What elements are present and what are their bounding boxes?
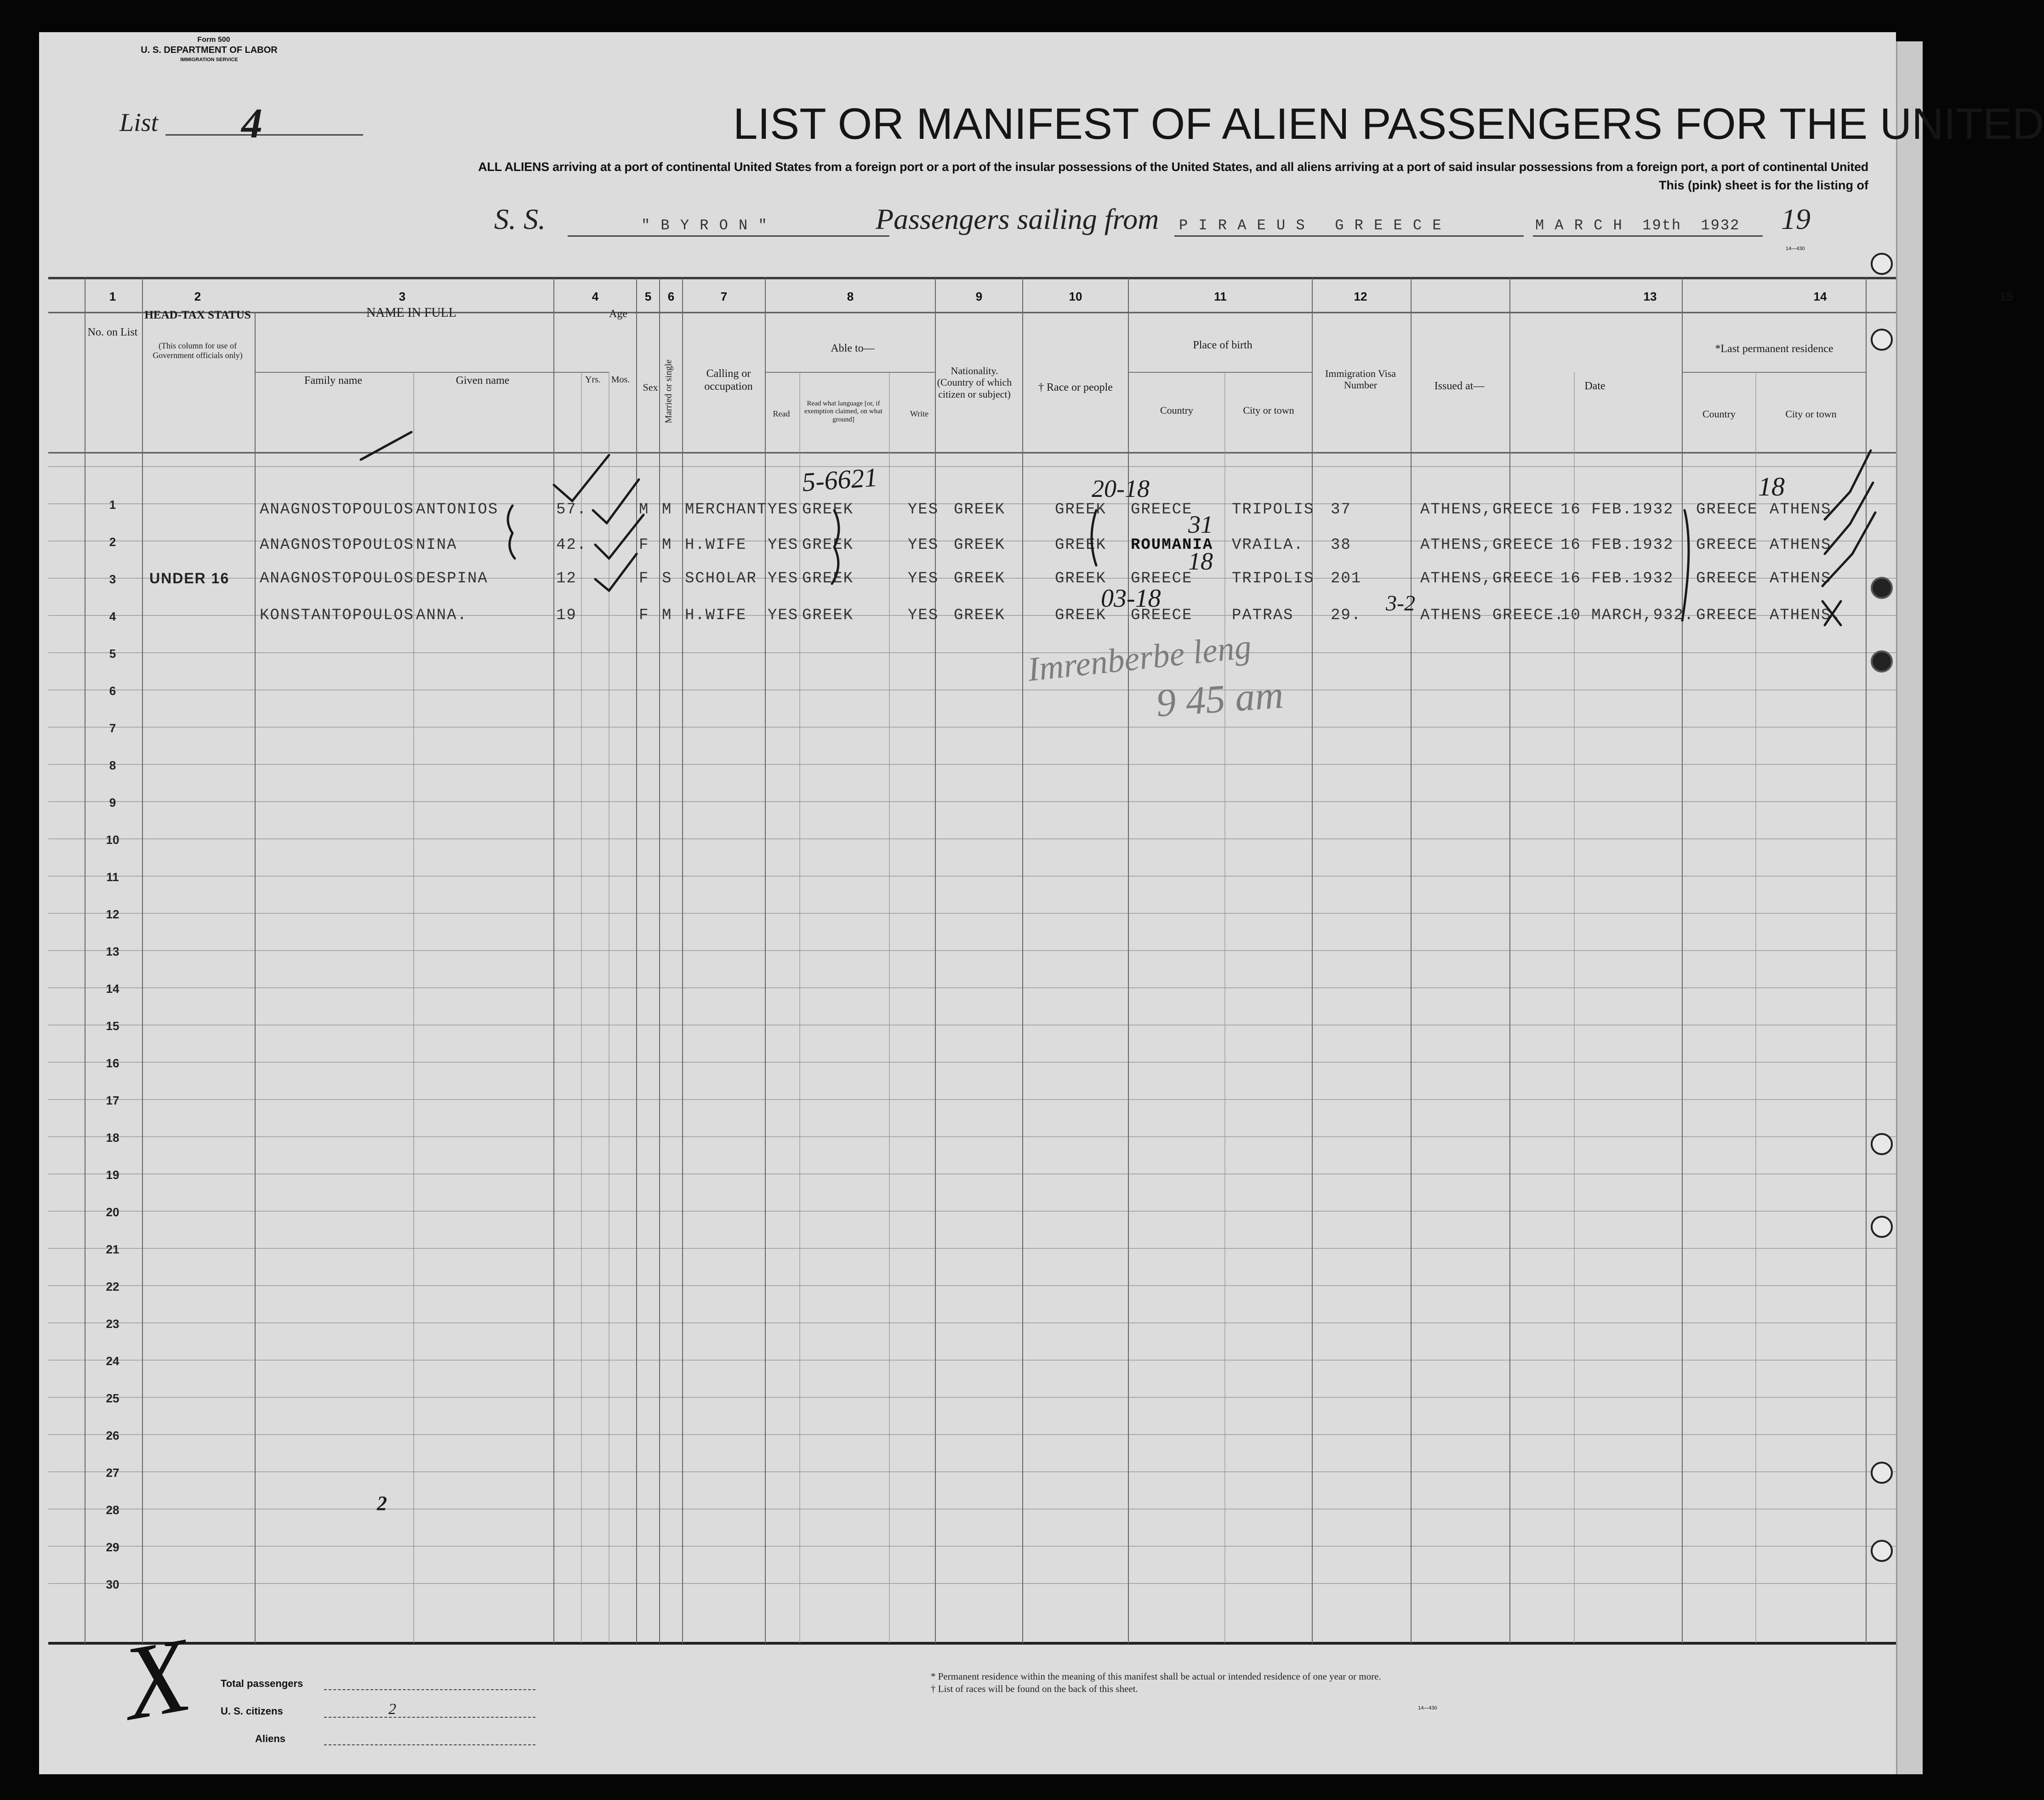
column-number: 13 (1643, 290, 1657, 303)
row-number: 10 (106, 833, 120, 847)
corner-mark: X (114, 1615, 199, 1743)
header-yrs: Yrs. (585, 375, 601, 385)
list-label: List (120, 108, 159, 137)
issued-at-cell: ATHENS,GREECE (1420, 501, 1554, 518)
given-name-cell: ANNA. (416, 607, 468, 624)
race-cell: GREEK (1055, 536, 1107, 554)
family-name-cell: ANAGNOSTOPOULOS (260, 501, 415, 518)
header-no-on-list: No. on List (87, 326, 138, 338)
header-place-of-birth: Place of birth (1193, 339, 1253, 351)
marital-status-cell: S (662, 570, 672, 587)
sex-cell: F (639, 570, 649, 587)
row-number: 17 (106, 1094, 120, 1107)
us-citizens-line (324, 1717, 535, 1718)
column-number: 4 (592, 290, 599, 303)
row-number: 3 (109, 572, 116, 586)
race-cell: GREEK (1055, 570, 1107, 587)
sailing-port: P I R A E U S G R E E C E (1179, 217, 1442, 234)
write-cell: YES (908, 501, 939, 518)
row-number: 24 (106, 1354, 120, 1368)
row-number: 23 (106, 1317, 120, 1331)
birth-note-1: 20-18 (1092, 475, 1150, 502)
occupation-cell: MERCHANT (685, 501, 768, 518)
header-birth-city: City or town (1243, 404, 1294, 416)
language-cell: GREEK (802, 570, 854, 587)
header-family-name: Family name (304, 375, 362, 387)
row-number: 2 (109, 535, 116, 549)
binder-hole (1871, 1540, 1893, 1562)
residence-country-cell: GREECE (1696, 607, 1758, 624)
row-number: 12 (106, 907, 120, 921)
pencil-note-2: 9 45 am (1154, 672, 1285, 725)
check-mark-1 (554, 455, 609, 501)
read-cell: YES (768, 536, 799, 554)
visa-note: 3-2 (1386, 591, 1415, 615)
binder-hole (1871, 577, 1893, 599)
manifest-subtitle-2: This (pink) sheet is for the listing of (1658, 178, 1868, 192)
family-name-cell: ANAGNOSTOPOULOS (260, 570, 415, 587)
write-cell: YES (908, 536, 939, 554)
print-code: 14—430 (1786, 246, 1805, 251)
given-name-cell: ANTONIOS (416, 501, 499, 518)
header-head-tax: HEAD-TAX STATUS (144, 309, 251, 321)
header-last-residence: *Last permanent residence (1715, 343, 1833, 355)
row-number: 7 (109, 721, 116, 735)
nationality-cell: GREEK (954, 501, 1006, 518)
check-marks (39, 32, 1896, 1774)
header-married: Married or single (663, 359, 674, 423)
binder-hole (1871, 650, 1893, 672)
family-name-cell: KONSTANTOPOULOS (260, 607, 415, 624)
birth-country-cell: GREECE (1131, 501, 1193, 518)
sex-cell: F (639, 607, 649, 624)
read-cell: YES (768, 501, 799, 518)
page-edge (1896, 41, 1923, 1774)
binder-hole (1871, 1462, 1893, 1484)
row-number: 1 (109, 498, 116, 512)
marital-status-cell: M (662, 501, 672, 518)
language-cell: GREEK (802, 607, 854, 624)
binder-hole (1871, 253, 1893, 275)
read-language-note: 5-6621 (801, 462, 879, 497)
issued-at-cell: ATHENS GREECE. (1420, 607, 1565, 624)
total-passengers-label: Total passengers (221, 1678, 303, 1689)
header-given-name: Given name (455, 375, 510, 387)
binder-hole (1871, 329, 1893, 351)
row-number: 26 (106, 1429, 120, 1442)
visa-date-cell: 16 FEB.1932 (1560, 536, 1674, 554)
column-number: 6 (667, 290, 675, 303)
row-number: 15 (106, 1019, 120, 1033)
header-sex: Sex (643, 382, 658, 393)
head-tax-cell: UNDER 16 (149, 570, 230, 587)
footer-print-code: 14—430 (1418, 1705, 1437, 1711)
bracket-mark-1 (508, 506, 515, 558)
header-read: Read (773, 409, 790, 418)
header-write: Write (910, 409, 929, 418)
row-number: 5 (109, 647, 116, 661)
column-number: 7 (720, 290, 728, 303)
service-name: IMMIGRATION SERVICE (180, 57, 238, 63)
visa-number-cell: 37 (1331, 501, 1351, 518)
write-cell: YES (908, 570, 939, 587)
ss-label: S. S. (494, 203, 546, 235)
row-number: 28 (106, 1503, 120, 1517)
birth-city-cell: TRIPOLIS (1232, 570, 1315, 587)
row-28-mark: 2 (377, 1492, 387, 1515)
binder-hole (1871, 1133, 1893, 1155)
header-name-in-full: NAME IN FULL (366, 306, 456, 320)
residence-city-cell: ATHENS (1770, 536, 1832, 554)
marital-status-cell: M (662, 536, 672, 554)
bracket-mark-4 (1682, 510, 1689, 621)
check-mark-5 (1825, 450, 1871, 519)
race-cell: GREEK (1055, 607, 1107, 624)
aliens-label: Aliens (255, 1733, 286, 1744)
age-years-cell: 19 (556, 607, 577, 624)
binder-hole (1871, 1216, 1893, 1238)
row-number: 25 (106, 1391, 120, 1405)
sex-cell: F (639, 536, 649, 554)
department: U. S. DEPARTMENT OF LABOR (141, 45, 278, 55)
column-number: 12 (1354, 290, 1367, 303)
pencil-note-1: Imrenberbe leng (1025, 627, 1253, 689)
visa-date-cell: 10 MARCH,932. (1560, 607, 1695, 624)
bracket-mark-2 (832, 510, 839, 584)
column-number: 9 (975, 290, 983, 303)
language-cell: GREEK (802, 536, 854, 554)
age-years-cell: 42. (556, 536, 587, 554)
column-number: 1 (109, 290, 116, 303)
row-number: 18 (106, 1131, 120, 1145)
column-number: 8 (847, 290, 854, 303)
header-age: Age (609, 308, 627, 320)
nationality-cell: GREEK (954, 570, 1006, 587)
column-number: 2 (194, 290, 201, 303)
visa-number-cell: 201 (1331, 570, 1362, 587)
nationality-cell: GREEK (954, 536, 1006, 554)
row-number: 22 (106, 1280, 120, 1293)
row-number: 19 (106, 1168, 120, 1182)
header-visa-number: Immigration Visa Number (1325, 368, 1396, 391)
residence-country-cell: GREECE (1696, 570, 1758, 587)
read-cell: YES (768, 607, 799, 624)
row-number: 30 (106, 1578, 120, 1591)
header-issued-at: Issued at— (1434, 380, 1485, 392)
check-mark-8 (1822, 601, 1841, 625)
occupation-cell: SCHOLAR (685, 570, 757, 587)
header-head-tax-note: (This column for use of Government officials only) (153, 341, 243, 360)
birth-country-cell: GREECE (1131, 570, 1193, 587)
header-birth-country: Country (1160, 404, 1194, 416)
birth-city-cell: VRAILA. (1232, 536, 1304, 554)
row-number: 9 (109, 796, 116, 809)
ship-name: " B Y R O N " (641, 217, 768, 234)
row-number: 29 (106, 1540, 120, 1554)
birth-city-cell: TRIPOLIS (1232, 501, 1315, 518)
bracket-mark-3 (1092, 510, 1096, 565)
header-mos: Mos. (611, 375, 630, 385)
list-number: 4 (241, 100, 262, 147)
check-mark-3 (595, 515, 643, 558)
row-number: 4 (109, 609, 116, 623)
occupation-cell: H.WIFE (685, 536, 747, 554)
birth-note-2: 31 (1188, 511, 1213, 538)
header-res-country: Country (1702, 408, 1736, 420)
age-years-cell: 12 (556, 570, 577, 587)
visa-date-cell: 16 FEB.1932 (1560, 501, 1674, 518)
occupation-cell: H.WIFE (685, 607, 747, 624)
row-number: 13 (106, 945, 120, 958)
row-number: 11 (106, 870, 119, 884)
language-cell: GREEK (802, 501, 854, 518)
issued-at-cell: ATHENS,GREECE (1420, 570, 1554, 587)
total-passengers-line (324, 1689, 535, 1690)
row-number: 6 (109, 684, 116, 698)
check-mark-2 (593, 479, 639, 523)
residence-country-cell: GREECE (1696, 501, 1758, 518)
marital-status-cell: M (662, 607, 672, 624)
row-number: 14 (106, 982, 120, 996)
manifest-title: LIST OR MANIFEST OF ALIEN PASSENGERS FOR THE UNITED (733, 99, 2044, 148)
given-name-cell: NINA (416, 536, 457, 554)
form-number: Form 500 (197, 36, 230, 44)
year-label: 19 (1781, 203, 1811, 235)
nationality-cell: GREEK (954, 607, 1006, 624)
header-read-language: Read what language [or, if exemption claimed, on what ground] (804, 400, 883, 423)
sailing-label: Passengers sailing from (876, 203, 1159, 235)
issued-at-cell: ATHENS,GREECE (1420, 536, 1554, 554)
visa-number-cell: 29. (1331, 607, 1362, 624)
header-res-city: City or town (1785, 408, 1837, 420)
column-number: 3 (399, 290, 406, 303)
sailing-date: M A R C H 19th 1932 (1535, 217, 1740, 234)
residence-note: 18 (1758, 472, 1785, 501)
column-number: 10 (1069, 290, 1082, 303)
row-number: 16 (106, 1056, 120, 1070)
race-cell: GREEK (1055, 501, 1107, 518)
name-slash-mark (361, 432, 411, 460)
residence-city-cell: ATHENS (1770, 501, 1832, 518)
column-number: 5 (644, 290, 652, 303)
read-cell: YES (768, 570, 799, 587)
manifest-sheet (39, 32, 2044, 1774)
birth-city-cell: PATRAS (1232, 607, 1294, 624)
given-name-cell: DESPINA (416, 570, 488, 587)
residence-city-cell: ATHENS. (1770, 607, 1842, 624)
birth-note-3: 18 (1188, 547, 1213, 575)
visa-number-cell: 38 (1331, 536, 1351, 554)
us-citizens-mark: 2 (388, 1701, 396, 1718)
row-number: 8 (109, 758, 116, 772)
header-calling: Calling or occupation (704, 368, 753, 393)
check-mark-7 (1822, 513, 1875, 586)
column-number: 15 (1999, 290, 2013, 303)
birth-country-cell: ROUMANIA (1131, 536, 1213, 554)
column-number: 11 (1214, 290, 1227, 303)
header-able-to: Able to— (831, 342, 875, 354)
residence-city-cell: ATHENS (1770, 570, 1832, 587)
header-nationality: Nationality. (Country of which citizen or subject) (937, 365, 1012, 400)
family-name-cell: ANAGNOSTOPOULOS (260, 536, 415, 554)
manifest-subtitle: ALL ALIENS arriving at a port of continental United States from a foreign port or a port of the insular possessions of the United States, and all aliens arriving at a port of said insular possessions from a foreign port, a port of continental United (478, 160, 1868, 174)
sex-cell: M (639, 501, 649, 518)
birth-country-cell: GREECE (1131, 607, 1193, 624)
row-number: 27 (106, 1466, 120, 1480)
row-number: 21 (106, 1242, 120, 1256)
footnote-residence: * Permanent residence within the meaning of this manifest shall be actual or intended residence of one year or more. (931, 1671, 1381, 1682)
residence-country-cell: GREECE (1696, 536, 1758, 554)
age-years-cell: 57. (556, 501, 587, 518)
header-visa-date: Date (1584, 380, 1606, 392)
visa-date-cell: 16 FEB.1932 (1560, 570, 1674, 587)
write-cell: YES (908, 607, 939, 624)
footnote-races: † List of races will be found on the back of this sheet. (931, 1683, 1138, 1694)
aliens-line (324, 1744, 535, 1745)
column-number: 14 (1813, 290, 1827, 303)
header-race: † Race or people (1038, 382, 1113, 393)
row-number: 20 (106, 1205, 120, 1219)
birth-note-4: 03-18 (1101, 584, 1161, 613)
us-citizens-label: U. S. citizens (221, 1705, 283, 1717)
check-mark-4 (595, 554, 637, 591)
